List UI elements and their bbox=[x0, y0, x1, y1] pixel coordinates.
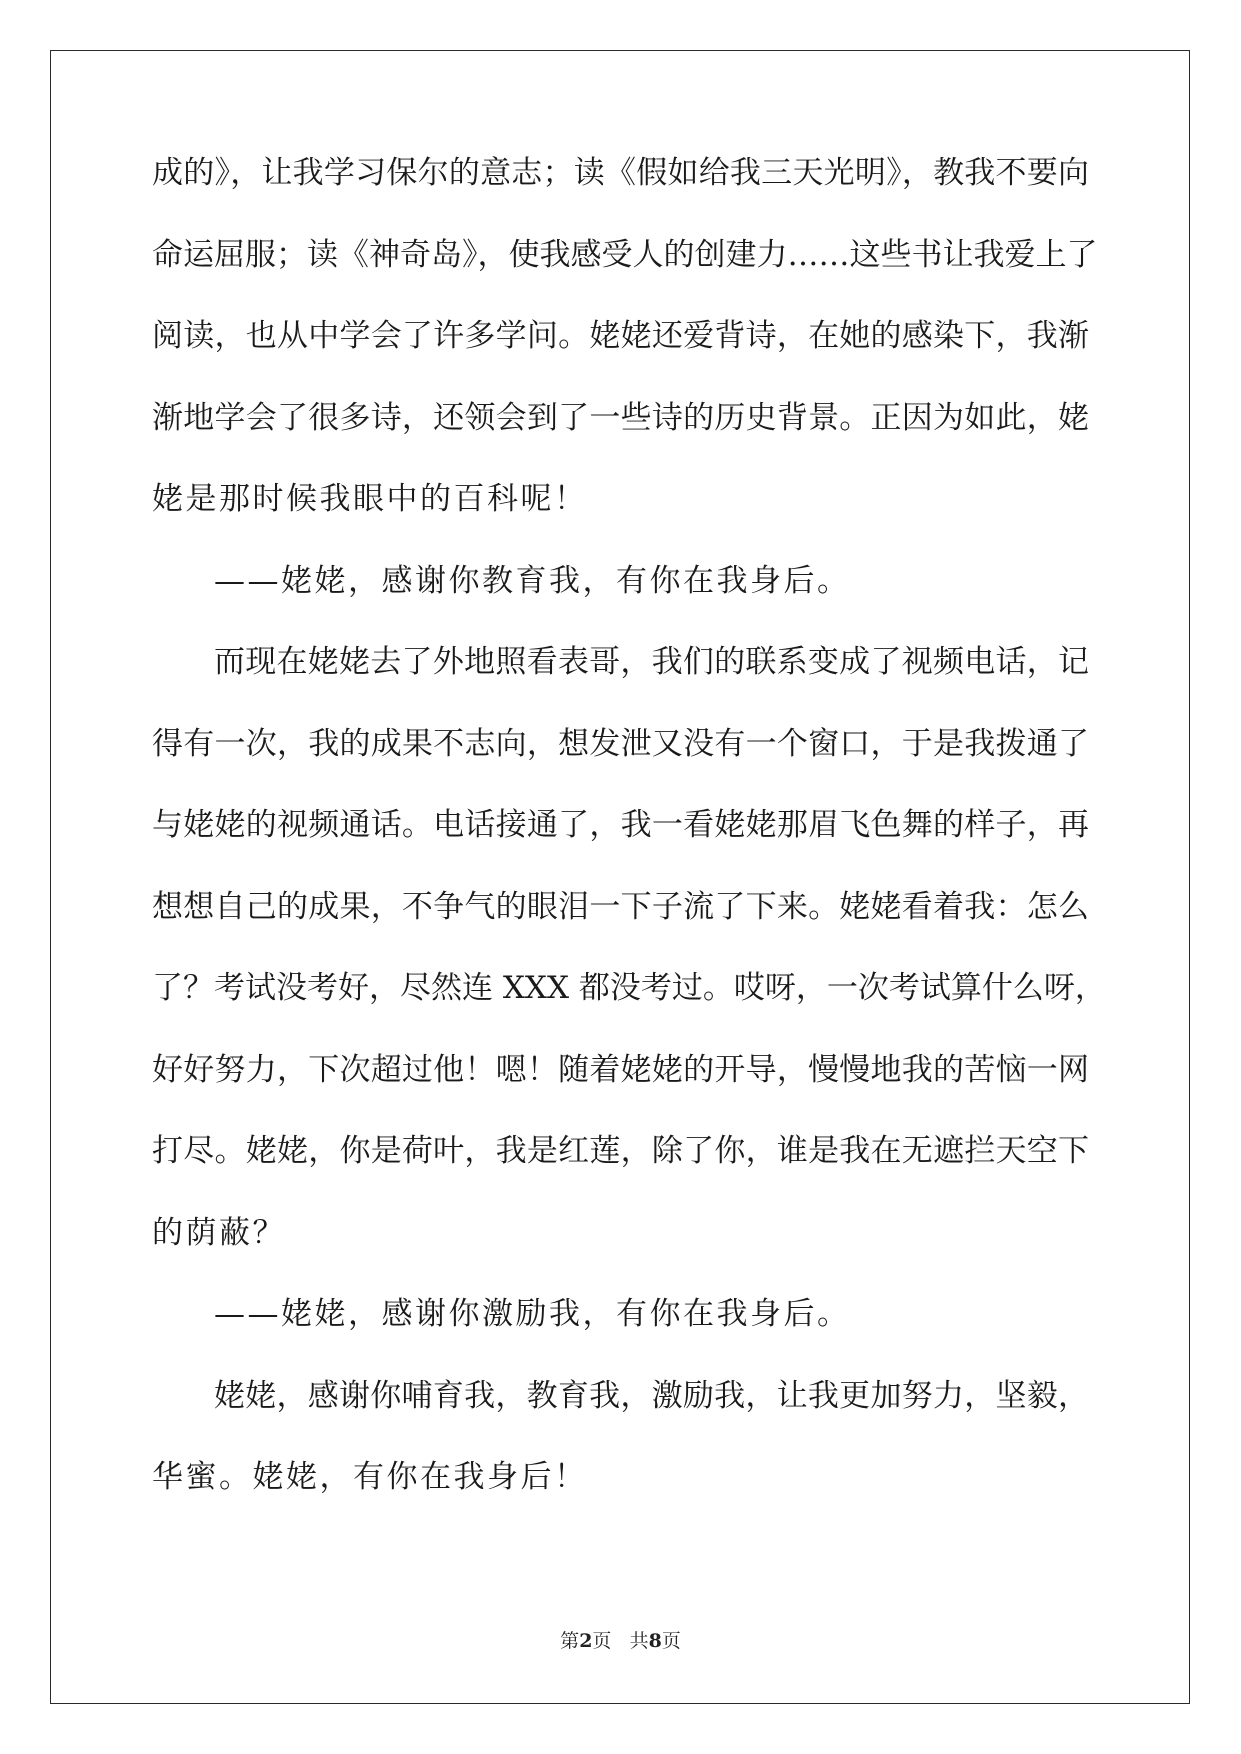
total-suffix: 页 bbox=[661, 1630, 681, 1652]
text-line: 与姥姥的视频通话。电话接通了，我一看姥姥那眉飞色舞的样子，再 bbox=[152, 807, 1089, 843]
text-line: 而现在姥姥去了外地照看表哥，我们的联系变成了视频电话，记 bbox=[214, 644, 1089, 680]
text-line: 命运屈服；读《神奇岛》，使我感受人的创建力……这些书让我爱上了 bbox=[152, 236, 1098, 273]
page-prefix: 第 bbox=[560, 1630, 580, 1652]
text-line: ——姥姥，感谢你激励我，有你在我身后。 bbox=[214, 1296, 851, 1332]
text-line: 得有一次，我的成果不志向，想发泄又没有一个窗口，于是我拨通了 bbox=[152, 725, 1089, 762]
text-line: 华蜜。姥姥，有你在我身后！ bbox=[152, 1459, 588, 1495]
total-pages: 8 bbox=[648, 1630, 662, 1652]
text-line: 成的》，让我学习保尔的意志；读《假如给我三天光明》，教我不要向 bbox=[152, 155, 1089, 191]
text-line: ——姥姥，感谢你教育我，有你在我身后。 bbox=[214, 562, 851, 599]
page-suffix: 页 bbox=[592, 1630, 612, 1652]
text-line: 想想自己的成果，不争气的眼泪一下子流了下来。姥姥看着我：怎么 bbox=[152, 888, 1089, 925]
text-line: 姥姥，感谢你哺育我，教育我，激励我，让我更加努力，坚毅， bbox=[214, 1377, 1089, 1414]
text-line: 了？考试没考好，尽然连 XXX 都没考过。哎呀，一次考试算什么呀， bbox=[152, 970, 1106, 1006]
text-line: 好好努力，下次超过他！嗯！随着姥姥的开导，慢慢地我的苦恼一网 bbox=[152, 1051, 1089, 1088]
document-body bbox=[152, 155, 1106, 1544]
page-number: 2 bbox=[579, 1630, 593, 1652]
text-line: 的荫蔽？ bbox=[152, 1214, 286, 1251]
text-line: 打尽。姥姥，你是荷叶，我是红莲，除了你，谁是我在无遮拦天空下 bbox=[152, 1133, 1089, 1169]
page-footer bbox=[0, 1626, 1241, 1653]
text-line: 阅读，也从中学会了许多学问。姥姥还爱背诗，在她的感染下，我渐 bbox=[152, 318, 1089, 354]
text-line: 渐地学会了很多诗，还领会到了一些诗的历史背景。正因为如此，姥 bbox=[152, 399, 1089, 436]
text-line: 姥是那时候我眼中的百科呢！ bbox=[152, 481, 588, 517]
total-prefix: 共 bbox=[629, 1630, 649, 1652]
